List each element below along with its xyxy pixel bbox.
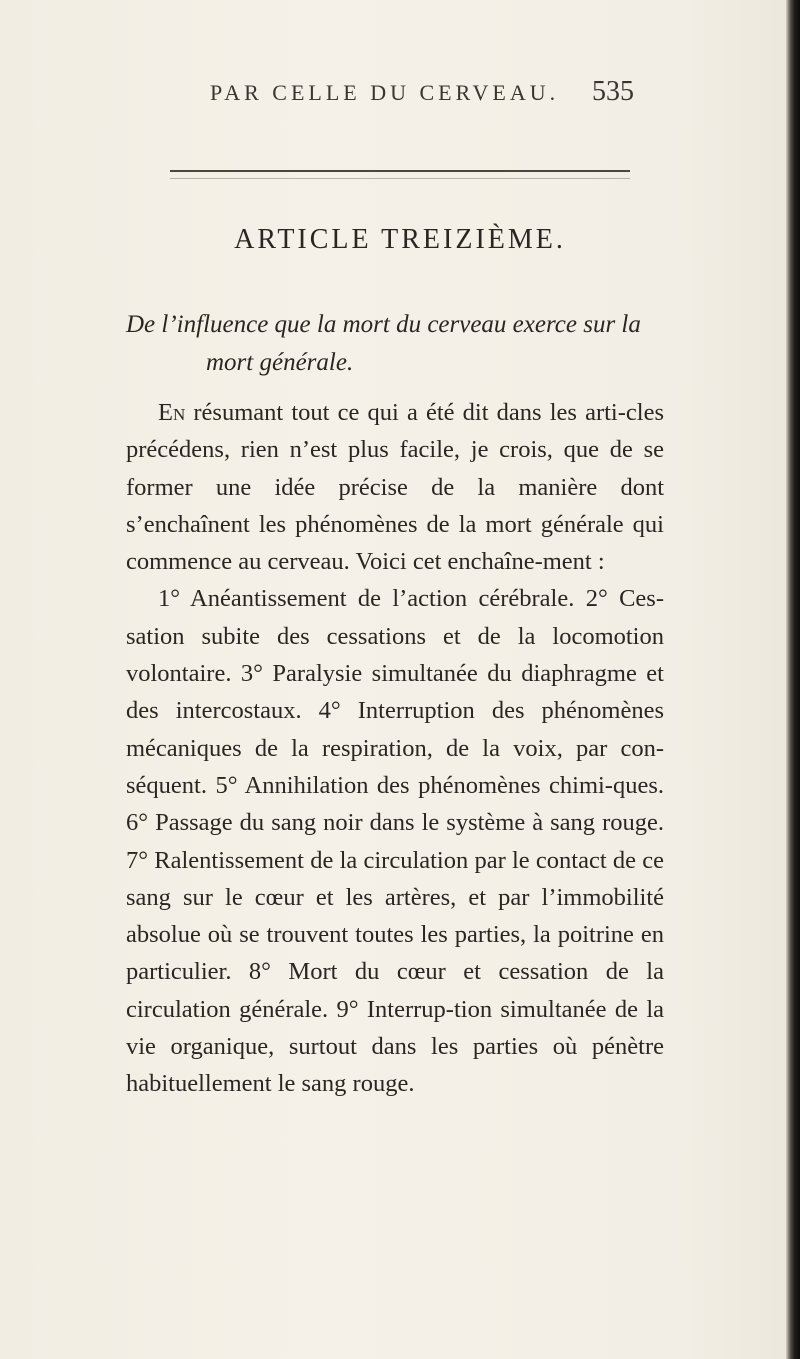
paragraph-intro-text: résumant tout ce qui a été dit dans les arti-cles précédens, rien n’est plus facile, je crois, que de se former une idée précise de la manière dont s’enchaînent les phénomènes de la mort générale qui commence au cerveau. Voici cet enchaîne-ment :	[126, 399, 664, 576]
header-rule-thin	[170, 178, 630, 179]
paragraph-sequence: 1° Anéantissement de l’action cérébrale. 2° Ces-sation subite des cessations et de la locomotion volontaire. 3° Paralysie simultanée du diaphragme et des intercostaux. 4° Interruption des phénomènes mécaniques de la respiration, de la voix, par con-séquent. 5° Annihilation des phénomènes chimi-ques. 6° Passage du sang noir dans le système à sang rouge. 7° Ralentissement de la circulation par le contact de ce sang sur le cœur et les artères, et par l’immobilité absolue où se trouvent toutes les parties, la poitrine en particulier. 8° Mort du cœur et cessation de la circulation générale. 9° Interrup-tion simultanée de la vie organique, surtout dans les parties où pénètre habituellement le sang rouge.	[126, 585, 664, 1098]
article-subtitle	[126, 306, 686, 382]
running-head: PAR CELLE DU CERVEAU.	[210, 80, 560, 105]
page-edge-shadow	[786, 0, 800, 1359]
paragraph-intro	[126, 394, 664, 580]
article-title: ARTICLE TREIZIÈME.	[234, 224, 566, 255]
page-header	[0, 76, 800, 112]
subtitle-line-2: mort générale.	[206, 349, 354, 376]
page-number: 535	[592, 76, 634, 107]
header-rule	[170, 170, 630, 172]
paragraph-lead-word: En	[158, 399, 186, 426]
subtitle-line-1: De l’influence que la mort du cerveau exerce sur la	[126, 311, 641, 338]
article-body	[126, 394, 664, 1103]
